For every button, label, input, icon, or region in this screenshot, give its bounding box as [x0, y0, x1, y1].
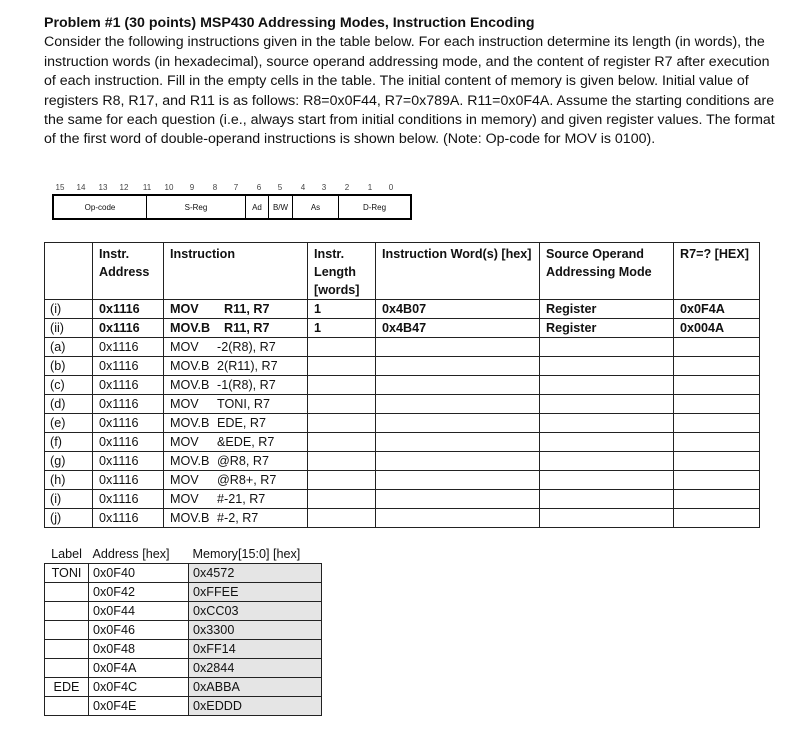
bit-number: 13 — [98, 183, 108, 192]
row-words[interactable]: 0x4B47 — [376, 319, 540, 338]
row-label: (d) — [45, 395, 93, 414]
memory-value: 0xABBA — [189, 678, 322, 697]
memory-value: 0xFF14 — [189, 640, 322, 659]
row-operands: &EDE, R7 — [217, 435, 275, 449]
row-operands: #-2, R7 — [217, 511, 259, 525]
field-sreg: S-Reg — [147, 196, 246, 218]
table-row — [45, 376, 760, 395]
header-r7: R7=? [HEX] — [674, 243, 760, 300]
memory-label — [45, 621, 89, 640]
row-instruction — [164, 300, 308, 319]
row-operands: -1(R8), R7 — [217, 378, 276, 392]
row-r7[interactable] — [674, 471, 760, 490]
table-row — [45, 471, 760, 490]
row-opcode: MOV — [170, 435, 199, 449]
row-label: (e) — [45, 414, 93, 433]
table-row — [45, 338, 760, 357]
header-length: Instr. Length [words] — [308, 243, 376, 300]
memory-label — [45, 583, 89, 602]
row-address: 0x1116 — [93, 490, 164, 509]
memory-header-value: Memory[15:0] [hex] — [189, 545, 322, 564]
instruction-format-diagram — [52, 183, 412, 220]
row-length[interactable] — [308, 357, 376, 376]
memory-address: 0x0F44 — [89, 602, 189, 621]
row-mode[interactable] — [540, 433, 674, 452]
row-operands: @R8+, R7 — [217, 473, 277, 487]
row-operands: 2(R11), R7 — [217, 359, 278, 373]
header-label — [45, 243, 93, 300]
bit-number: 3 — [321, 183, 327, 192]
memory-address: 0x0F4E — [89, 697, 189, 716]
row-mode[interactable] — [540, 395, 674, 414]
row-instruction — [164, 395, 308, 414]
row-instruction — [164, 414, 308, 433]
bit-number: 11 — [142, 183, 152, 192]
row-address: 0x1116 — [93, 433, 164, 452]
row-operands: EDE, R7 — [217, 416, 266, 430]
row-mode[interactable] — [540, 414, 674, 433]
row-r7[interactable]: 0x004A — [674, 319, 760, 338]
row-label: (j) — [45, 509, 93, 528]
memory-row — [45, 640, 322, 659]
row-label: (ii) — [45, 319, 93, 338]
table-row — [45, 300, 760, 319]
memory-address: 0x0F46 — [89, 621, 189, 640]
memory-label: EDE — [45, 678, 89, 697]
row-words[interactable] — [376, 376, 540, 395]
row-r7[interactable] — [674, 395, 760, 414]
header-mode: Source Operand Addressing Mode — [540, 243, 674, 300]
row-words[interactable] — [376, 490, 540, 509]
memory-address: 0x0F42 — [89, 583, 189, 602]
row-mode[interactable] — [540, 357, 674, 376]
row-words[interactable] — [376, 338, 540, 357]
memory-header-row — [45, 545, 322, 564]
memory-value: 0xCC03 — [189, 602, 322, 621]
row-words[interactable] — [376, 395, 540, 414]
bit-number: 2 — [344, 183, 350, 192]
row-words[interactable] — [376, 357, 540, 376]
row-label: (g) — [45, 452, 93, 471]
row-r7[interactable] — [674, 490, 760, 509]
problem-statement — [44, 14, 784, 150]
problem-title: Problem #1 (30 points) MSP430 Addressing Modes, Instruction Encoding — [44, 15, 535, 31]
row-mode[interactable]: Register — [540, 319, 674, 338]
table-row — [45, 452, 760, 471]
row-mode[interactable] — [540, 452, 674, 471]
row-length[interactable] — [308, 509, 376, 528]
row-length[interactable] — [308, 338, 376, 357]
bit-number: 7 — [233, 183, 239, 192]
row-words[interactable]: 0x4B07 — [376, 300, 540, 319]
format-fields — [52, 194, 412, 220]
row-length[interactable] — [308, 376, 376, 395]
row-length[interactable] — [308, 471, 376, 490]
bit-number: 9 — [189, 183, 195, 192]
row-address: 0x1116 — [93, 395, 164, 414]
row-instruction — [164, 319, 308, 338]
memory-label — [45, 697, 89, 716]
memory-row — [45, 602, 322, 621]
row-operands: TONI, R7 — [217, 397, 270, 411]
row-opcode: MOV — [170, 302, 199, 316]
memory-label — [45, 602, 89, 621]
row-opcode: MOV.B — [170, 359, 210, 373]
row-instruction — [164, 490, 308, 509]
row-words[interactable] — [376, 452, 540, 471]
row-address: 0x1116 — [93, 300, 164, 319]
bit-number: 15 — [55, 183, 65, 192]
row-label: (a) — [45, 338, 93, 357]
table-row — [45, 414, 760, 433]
row-length[interactable]: 1 — [308, 300, 376, 319]
row-opcode: MOV — [170, 340, 199, 354]
row-length[interactable] — [308, 452, 376, 471]
row-r7[interactable] — [674, 433, 760, 452]
row-label: (i) — [45, 300, 93, 319]
row-r7[interactable] — [674, 414, 760, 433]
row-mode[interactable] — [540, 490, 674, 509]
row-address: 0x1116 — [93, 338, 164, 357]
row-instruction — [164, 376, 308, 395]
row-address: 0x1116 — [93, 319, 164, 338]
memory-value: 0xFFEE — [189, 583, 322, 602]
row-label: (h) — [45, 471, 93, 490]
row-r7[interactable] — [674, 452, 760, 471]
row-instruction — [164, 509, 308, 528]
bit-number: 1 — [367, 183, 373, 192]
row-mode[interactable] — [540, 509, 674, 528]
memory-address: 0x0F48 — [89, 640, 189, 659]
bit-numbers — [52, 183, 412, 194]
row-operands: @R8, R7 — [217, 454, 269, 468]
row-label: (i) — [45, 490, 93, 509]
row-instruction — [164, 433, 308, 452]
memory-label — [45, 640, 89, 659]
row-length[interactable] — [308, 433, 376, 452]
row-instruction — [164, 452, 308, 471]
bit-number: 12 — [119, 183, 129, 192]
row-label: (b) — [45, 357, 93, 376]
row-address: 0x1116 — [93, 509, 164, 528]
memory-address: 0x0F4A — [89, 659, 189, 678]
memory-row — [45, 583, 322, 602]
field-bw: B/W — [269, 196, 293, 218]
row-label: (c) — [45, 376, 93, 395]
row-words[interactable] — [376, 509, 540, 528]
row-words[interactable] — [376, 471, 540, 490]
row-words[interactable] — [376, 414, 540, 433]
instruction-table — [44, 242, 760, 528]
row-opcode: MOV.B — [170, 321, 211, 335]
row-address: 0x1116 — [93, 376, 164, 395]
memory-row — [45, 678, 322, 697]
header-instruction: Instruction — [164, 243, 308, 300]
row-r7[interactable]: 0x0F4A — [674, 300, 760, 319]
bit-number: 10 — [164, 183, 174, 192]
memory-row — [45, 697, 322, 716]
row-opcode: MOV.B — [170, 454, 210, 468]
row-mode[interactable]: Register — [540, 300, 674, 319]
field-as: As — [293, 196, 339, 218]
memory-table — [44, 545, 322, 716]
table-row — [45, 357, 760, 376]
row-opcode: MOV — [170, 492, 199, 506]
bit-number: 4 — [300, 183, 306, 192]
field-ad: Ad — [246, 196, 269, 218]
row-operands: -2(R8), R7 — [217, 340, 276, 354]
row-length[interactable] — [308, 490, 376, 509]
table-row — [45, 490, 760, 509]
row-length[interactable] — [308, 395, 376, 414]
row-operands: R11, R7 — [224, 302, 270, 316]
memory-label — [45, 659, 89, 678]
row-address: 0x1116 — [93, 414, 164, 433]
row-mode[interactable] — [540, 376, 674, 395]
memory-row — [45, 621, 322, 640]
memory-row — [45, 564, 322, 583]
bit-number: 0 — [388, 183, 394, 192]
row-label: (f) — [45, 433, 93, 452]
row-r7[interactable] — [674, 338, 760, 357]
row-opcode: MOV — [170, 397, 199, 411]
header-address: Instr. Address — [93, 243, 164, 300]
table-row — [45, 509, 760, 528]
bit-number: 8 — [212, 183, 218, 192]
problem-body: Consider the following instructions given in the table below. For each instruction determine its length (in words), the instruction words (in hexadecimal), source operand addressing mode, and the content of register R7 after execution of each instruction. Fill in the empty cells in the table. The initial content of memory is given below. Initial value of registers R8, R17, and R11 is as follows: R8=0x0F44, R7=0x789A. R11=0x0F4A. Assume the starting conditions are the same for each question (i.e., always start from initial conditions in memory) and given register values. The format of the first word of double-operand instructions is shown below. (Note: Op-code for MOV is 0100). — [44, 34, 775, 148]
header-words: Instruction Word(s) [hex] — [376, 243, 540, 300]
bit-number: 6 — [256, 183, 262, 192]
row-words[interactable] — [376, 433, 540, 452]
memory-value: 0xEDDD — [189, 697, 322, 716]
row-r7[interactable] — [674, 376, 760, 395]
row-address: 0x1116 — [93, 471, 164, 490]
bit-number: 5 — [277, 183, 283, 192]
row-opcode: MOV.B — [170, 416, 210, 430]
row-length[interactable] — [308, 414, 376, 433]
row-address: 0x1116 — [93, 357, 164, 376]
field-dreg: D-Reg — [362, 202, 387, 212]
row-r7[interactable] — [674, 357, 760, 376]
row-instruction — [164, 338, 308, 357]
row-operands: #-21, R7 — [217, 492, 266, 506]
memory-value: 0x4572 — [189, 564, 322, 583]
row-length[interactable]: 1 — [308, 319, 376, 338]
memory-header-address: Address [hex] — [89, 545, 189, 564]
memory-header-label: Label — [45, 545, 89, 564]
table-row — [45, 319, 760, 338]
table-row — [45, 395, 760, 414]
row-opcode: MOV.B — [170, 378, 210, 392]
memory-value: 0x2844 — [189, 659, 322, 678]
memory-value: 0x3300 — [189, 621, 322, 640]
row-operands: R11, R7 — [224, 321, 270, 335]
bit-number: 14 — [76, 183, 86, 192]
row-mode[interactable] — [540, 471, 674, 490]
row-opcode: MOV.B — [170, 511, 210, 525]
table-header-row — [45, 243, 760, 300]
memory-address: 0x0F4C — [89, 678, 189, 697]
row-address: 0x1116 — [93, 452, 164, 471]
memory-label: TONI — [45, 564, 89, 583]
memory-address: 0x0F40 — [89, 564, 189, 583]
row-r7[interactable] — [674, 509, 760, 528]
row-instruction — [164, 471, 308, 490]
table-row — [45, 433, 760, 452]
row-mode[interactable] — [540, 338, 674, 357]
row-instruction — [164, 357, 308, 376]
row-opcode: MOV — [170, 473, 199, 487]
memory-row — [45, 659, 322, 678]
field-opcode: Op-code — [54, 196, 147, 218]
